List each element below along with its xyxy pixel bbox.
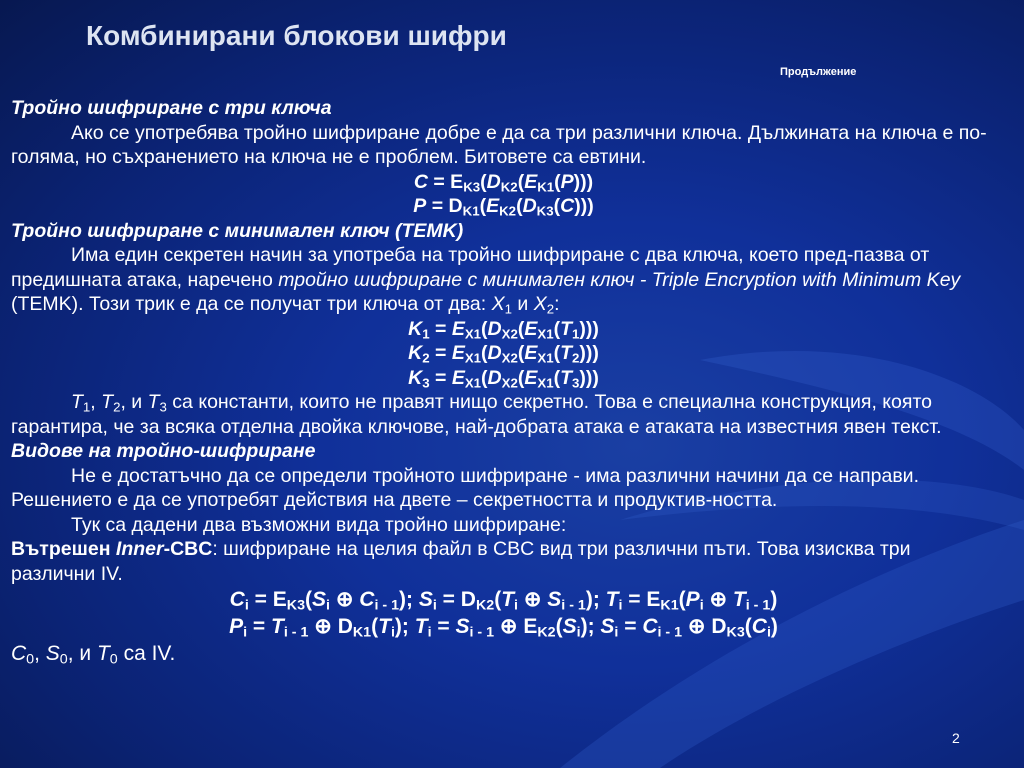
formula-encrypt: $C = E_{K3}(D_{K2}(E_{K1}(P)))$ <box>413 170 594 194</box>
paragraph-types-1: Не е достатъчно да се определи тройното шифриране - има различни начини да се направи. Решението е да се употребят действия на двете – секретността и продуктив-ността. <box>11 464 919 511</box>
section-heading-types: Видове на тройно-шифриране <box>11 440 316 462</box>
slide-content <box>11 96 996 667</box>
formula-k3: $K_3 = E_{X1}(D_{X2}(E_{X1}(T_3)))$ <box>408 366 599 390</box>
paragraph-triple-three-keys: Ако се употребява тройно шифриране добре е да са три различни ключа. Дължината на ключа е по-голяма, но съхранението на ключа не е проблем. Битовете са евтини. <box>11 121 987 168</box>
section-heading-temk: Тройно шифриране с минимален ключ (TEMK) <box>11 219 464 242</box>
paragraph-iv: $C_0$, $S_0$, и $T_0$ са IV. <box>11 642 176 668</box>
paragraph-inner-cbc: Вътрешен Inner-CBC: шифриране на целия файл в CBC вид три различни пъти. Това изисква три различни IV. <box>11 538 911 585</box>
paragraph-temk-constants: $T_1$, $T_2$, и $T_3$ са константи, които не правят нищо секретно. Това е специална конструкция, която гарантира, че за всяка отделна двойка ключове, най-добрата атака е атаката на известния явен текст. <box>11 391 942 438</box>
formula-inner-cbc-encrypt: $C_i = E_{K3}(S_i$ ⊕ $C_{i - 1}$); $S_i = D_{K2}(T_i$ ⊕ $S_{i - 1}$); $T_i = E_{K1}(P_i$ ⊕ $T_{i - 1}$) <box>229 588 778 614</box>
paragraph-types-2: Тук са дадени два възможни вида тройно шифриране: <box>71 513 567 536</box>
slide-subtitle: Продължение <box>780 66 857 78</box>
formula-k1: $K_1 = E_{X1}(D_{X2}(E_{X1}(T_1)))$ <box>408 317 599 341</box>
paragraph-temk: Има един секретен начин за употреба на тройно шифриране с два ключа, което пред-пазва от предишната атака, наречено тройно шифриране с минимален ключ - Triple Encryption with Minimum Key (TEMK). Този трик е да се получат три ключа от два: $X_1$ и $X_2$: <box>11 244 961 317</box>
slide-title: Комбинирани блокови шифри <box>86 20 507 51</box>
section-heading-triple-three-keys: Тройно шифриране с три ключа <box>11 97 332 119</box>
page-number: 2 <box>952 730 960 746</box>
formula-decrypt: $P = D_{K1}(E_{K2}(D_{K3}(C)))$ <box>413 195 594 219</box>
formula-inner-cbc-decrypt: $P_i = T_{i - 1}$ ⊕ $D_{K1}(T_i)$; $T_i = S_{i - 1}$ ⊕ $E_{K2}(S_i)$; $S_i = C_{i - 1}$ ⊕ $D_{K3}(C_i)$ <box>229 615 778 641</box>
formula-k2: $K_2 = E_{X1}(D_{X2}(E_{X1}(T_2)))$ <box>408 342 599 366</box>
